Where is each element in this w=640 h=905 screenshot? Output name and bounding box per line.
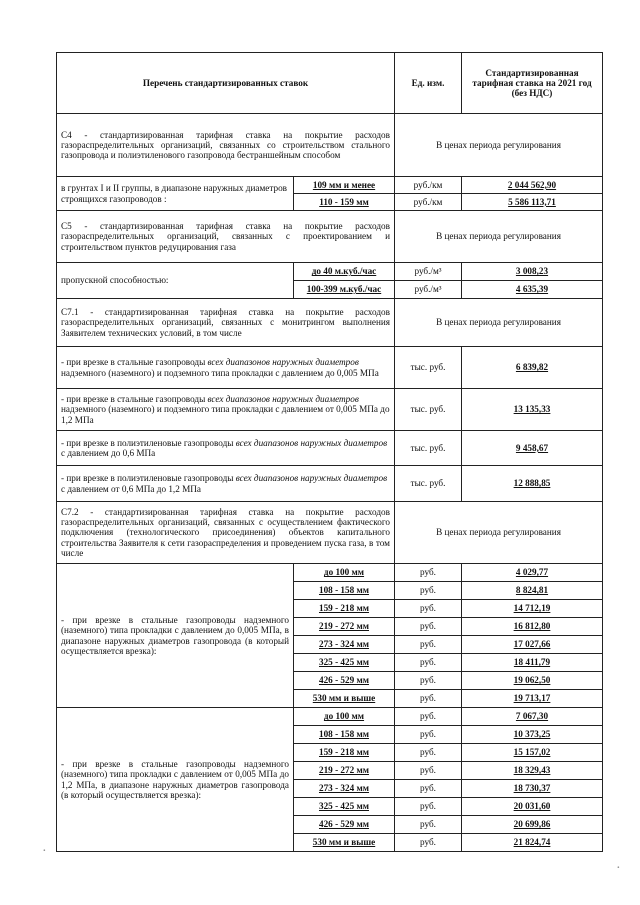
table-row [57,177,603,194]
range-cell: 219 - 272 мм [294,618,395,636]
unit-cell: руб. [395,816,462,834]
scan-mark: · [616,861,621,876]
value-cell: 19 062,50 [462,672,603,690]
range-cell: 110 - 159 мм [294,194,395,211]
c72-group1-label: - при врезке в стальные газопроводы надземного (наземного) типа прокладки с давлением до 0,005 МПа, в диапазоне наружных диаметров газопровода (в который осуществляется врезка): [57,564,294,708]
value-cell: 18 411,79 [462,654,603,672]
range-cell: 108 - 158 мм [294,582,395,600]
value-cell: 20 031,60 [462,798,603,816]
header-row [57,53,603,114]
unit-cell: руб. [395,726,462,744]
range-cell: 426 - 529 мм [294,672,395,690]
header-unit: Ед. изм. [395,53,462,114]
table-row [57,347,603,389]
section-c72 [57,502,603,564]
value-cell: 3 008,23 [462,263,603,281]
value-cell: 7 067,30 [462,708,603,726]
unit-cell: руб./км [395,194,462,211]
c72-group2-label: - при врезке в стальные газопроводы надземного (наземного) типа прокладки с давлением от 0,005 МПа до 1,2 МПа, в диапазоне наружных диаметров газопровода (в который осуществляется врезка): [57,708,294,852]
value-cell: 19 713,17 [462,690,603,708]
unit-cell: руб. [395,672,462,690]
range-cell: 100-399 м.куб./час [294,281,395,299]
value-cell: 18 730,37 [462,780,603,798]
value-cell: 15 157,02 [462,744,603,762]
value-cell: 2 044 562,90 [462,177,603,194]
unit-cell: руб. [395,636,462,654]
rates-table [56,52,603,852]
section-c71 [57,299,603,347]
c72-title: С7.2 - стандартизированная тарифная ставка на покрытие расходов газораспределительных организаций, связанных с осуществлением фактического подключения (технологического присоединения) объектов капитального строительства Заявителя к сети газораспределения и проведением пуска газа, в том числе [57,502,395,564]
range-cell: 159 - 218 мм [294,744,395,762]
value-cell: 20 699,86 [462,816,603,834]
value-cell: 10 373,25 [462,726,603,744]
c5-period-note: В ценах периода регулирования [395,211,603,263]
value-cell: 4 029,77 [462,564,603,582]
range-cell: 530 мм и выше [294,834,395,852]
value-cell: 21 824,74 [462,834,603,852]
unit-cell: руб. [395,762,462,780]
value-cell: 18 329,43 [462,762,603,780]
value-cell: 14 712,19 [462,600,603,618]
unit-cell: тыс. руб. [395,466,462,502]
unit-cell: руб. [395,834,462,852]
table-row [57,263,603,281]
c5-title: С5 - стандартизированная тарифная ставка на покрытие расходов газораспределительных организаций, связанных с проектированием и строительством пунктов редуцирования газа [57,211,395,263]
range-cell: 109 мм и менее [294,177,395,194]
c71-item-label: - при врезке в полиэтиленовые газопроводы всех диапазонов наружных диаметров с давлением до 0,6 МПа [57,431,395,466]
unit-cell: руб./км [395,177,462,194]
table-row [57,708,603,726]
table-row [57,431,603,466]
range-cell: до 100 мм [294,564,395,582]
range-cell: до 40 м.куб./час [294,263,395,281]
unit-cell: руб. [395,780,462,798]
table-row [57,564,603,582]
unit-cell: руб. [395,690,462,708]
c4-label: в грунтах I и II группы, в диапазоне наружных диаметров строящихся газопроводов : [57,177,294,211]
c4-period-note: В ценах периода регулирования [395,114,603,177]
value-cell: 9 458,67 [462,431,603,466]
range-cell: 426 - 529 мм [294,816,395,834]
scan-mark: · [42,844,47,859]
value-cell: 13 135,33 [462,389,603,431]
unit-cell: руб. [395,564,462,582]
c71-period-note: В ценах периода регулирования [395,299,603,347]
c71-title: С7.1 - стандартизированная тарифная ставка на покрытие расходов газораспределительных организаций, связанных с монитрингом выполнения Заявителем технических условий, в том числе [57,299,395,347]
unit-cell: руб. [395,708,462,726]
unit-cell: руб. [395,582,462,600]
range-cell: до 100 мм [294,708,395,726]
value-cell: 4 635,39 [462,281,603,299]
range-cell: 273 - 324 мм [294,636,395,654]
unit-cell: тыс. руб. [395,347,462,389]
unit-cell: руб./м³ [395,263,462,281]
range-cell: 159 - 218 мм [294,600,395,618]
unit-cell: руб. [395,798,462,816]
unit-cell: руб. [395,618,462,636]
c5-label: пропускной способностью: [57,263,294,299]
unit-cell: тыс. руб. [395,431,462,466]
value-cell: 16 812,80 [462,618,603,636]
value-cell: 8 824,81 [462,582,603,600]
table-row [57,466,603,502]
range-cell: 325 - 425 мм [294,798,395,816]
unit-cell: руб. [395,654,462,672]
range-cell: 219 - 272 мм [294,762,395,780]
table-row [57,389,603,431]
range-cell: 108 - 158 мм [294,726,395,744]
c71-item-label: - при врезке в стальные газопроводы всех диапазонов наружных диаметров надземного (наземного) и подземного типа прокладки с давлением до 0,005 МПа [57,347,395,389]
value-cell: 17 027,66 [462,636,603,654]
value-cell: 6 839,82 [462,347,603,389]
c71-item-label: - при врезке в полиэтиленовые газопроводы всех диапазонов наружных диаметров с давлением от 0,6 МПа до 1,2 МПа [57,466,395,502]
range-cell: 325 - 425 мм [294,654,395,672]
c4-title: С4 - стандартизированная тарифная ставка на покрытие расходов газораспределительных организаций, связанных со строительством стального газопровода и полиэтиленового газопровода бестраншейным способом [57,114,395,177]
value-cell: 12 888,85 [462,466,603,502]
range-cell: 530 мм и выше [294,690,395,708]
range-cell: 273 - 324 мм [294,780,395,798]
header-list: Перечень стандартизированных ставок [57,53,395,114]
c71-item-label: - при врезке в стальные газопроводы всех диапазонов наружных диаметров надземного (наземного) и подземного типа прокладки с давлением от 0,005 МПа до 1,2 МПа [57,389,395,431]
value-cell: 5 586 113,71 [462,194,603,211]
unit-cell: руб./м³ [395,281,462,299]
c72-period-note: В ценах периода регулирования [395,502,603,564]
header-rate: Стандартизированная тарифная ставка на 2021 год (без НДС) [462,53,603,114]
unit-cell: тыс. руб. [395,389,462,431]
section-c5 [57,211,603,263]
unit-cell: руб. [395,744,462,762]
section-c4 [57,114,603,177]
unit-cell: руб. [395,600,462,618]
